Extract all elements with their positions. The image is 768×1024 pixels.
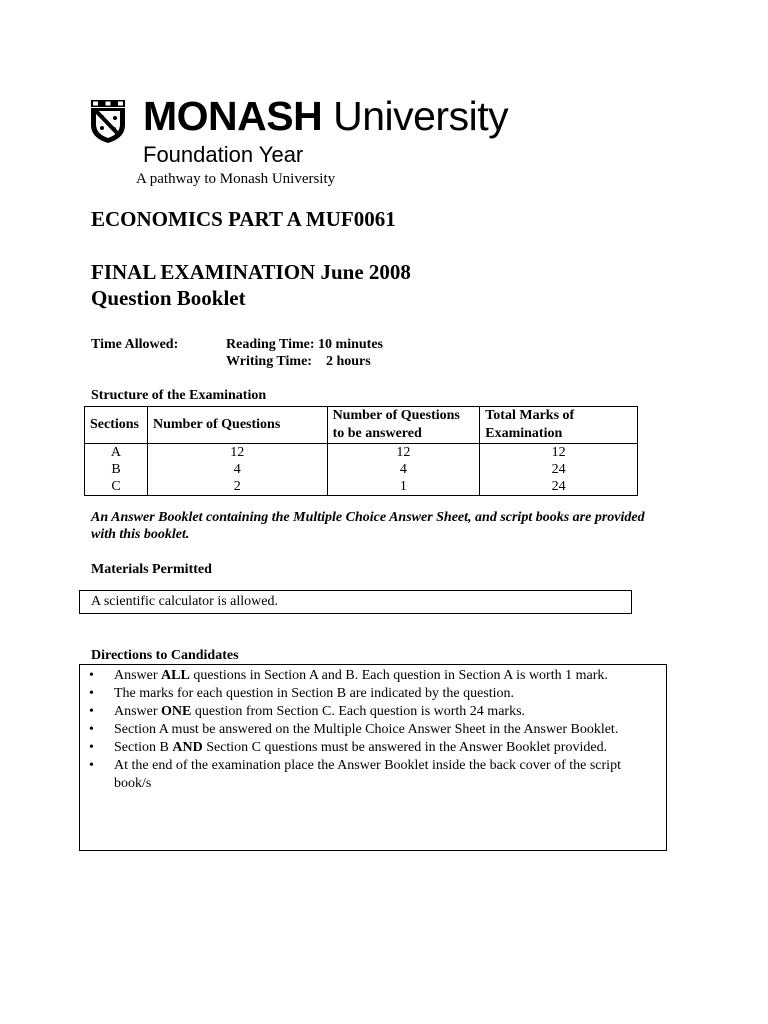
directions-box (79, 664, 667, 851)
table-row (85, 478, 638, 496)
bullet-icon: • (89, 686, 94, 702)
materials-label: Materials Permitted (91, 562, 212, 577)
structure-label: Structure of the Examination (91, 388, 267, 403)
course-title: ECONOMICS PART A MUF0061 (91, 207, 396, 231)
list-item: • Section B AND Section C questions must be answered in the Answer Booklet provided. (89, 740, 608, 756)
materials-text: A scientific calculator is allowed. (91, 594, 278, 609)
bullet-icon: • (89, 722, 94, 738)
writing-time: Writing Time: 2 hours (226, 354, 371, 369)
table-row (85, 461, 638, 478)
header-sections: Sections (85, 407, 148, 444)
header-questions-to-answer: Number of Questions to be answered (327, 407, 480, 444)
bullet-icon: • (89, 668, 94, 683)
bullet-icon: • (89, 704, 94, 720)
brand-wordmark: MONASH University (143, 93, 509, 139)
cell-marks: 24 (480, 461, 638, 478)
reading-time: Reading Time: 10 minutes (226, 337, 383, 352)
cell-number: 12 (147, 444, 327, 462)
list-item: • Section A must be answered on the Multiple Choice Answer Sheet in the Answer Booklet. (89, 722, 619, 738)
cell-section: A (85, 444, 148, 462)
list-item: • At the end of the examination place the Answer Booklet inside the back cover of the script book/s (89, 758, 621, 791)
cell-section: B (85, 461, 148, 478)
list-item: • The marks for each question in Section B are indicated by the question. (89, 686, 515, 702)
structure-header-row (85, 407, 638, 444)
directions-list (80, 665, 666, 792)
list-item: • Answer ALL questions in Section A and B. Each question in Section A is worth 1 mark. (89, 668, 608, 683)
cell-section: C (85, 478, 148, 496)
list-item: • Answer ONE question from Section C. Each question is worth 24 marks. (89, 704, 526, 720)
foundation-year-label: Foundation Year (143, 142, 304, 167)
bullet-icon: • (89, 758, 94, 774)
exam-title: FINAL EXAMINATION June 2008 (91, 260, 411, 284)
monash-crest-icon (88, 98, 128, 144)
header-number-of-questions: Number of Questions (147, 407, 327, 444)
table-row (85, 444, 638, 462)
cell-number: 4 (147, 461, 327, 478)
answer-booklet-note: An Answer Booklet containing the Multiple Choice Answer Sheet, and script books are provided with this booklet. (91, 510, 645, 542)
cell-marks: 24 (480, 478, 638, 496)
booklet-title: Question Booklet (91, 286, 246, 310)
tagline: A pathway to Monash University (136, 171, 336, 187)
cell-to-answer: 12 (327, 444, 480, 462)
time-allowed-label: Time Allowed: (91, 337, 179, 352)
directions-label: Directions to Candidates (91, 648, 239, 663)
header-total-marks: Total Marks of Examination (480, 407, 638, 444)
cell-to-answer: 1 (327, 478, 480, 496)
cell-marks: 12 (480, 444, 638, 462)
materials-box (79, 590, 632, 614)
cell-number: 2 (147, 478, 327, 496)
bullet-icon: • (89, 740, 94, 756)
cell-to-answer: 4 (327, 461, 480, 478)
structure-table (84, 406, 638, 496)
